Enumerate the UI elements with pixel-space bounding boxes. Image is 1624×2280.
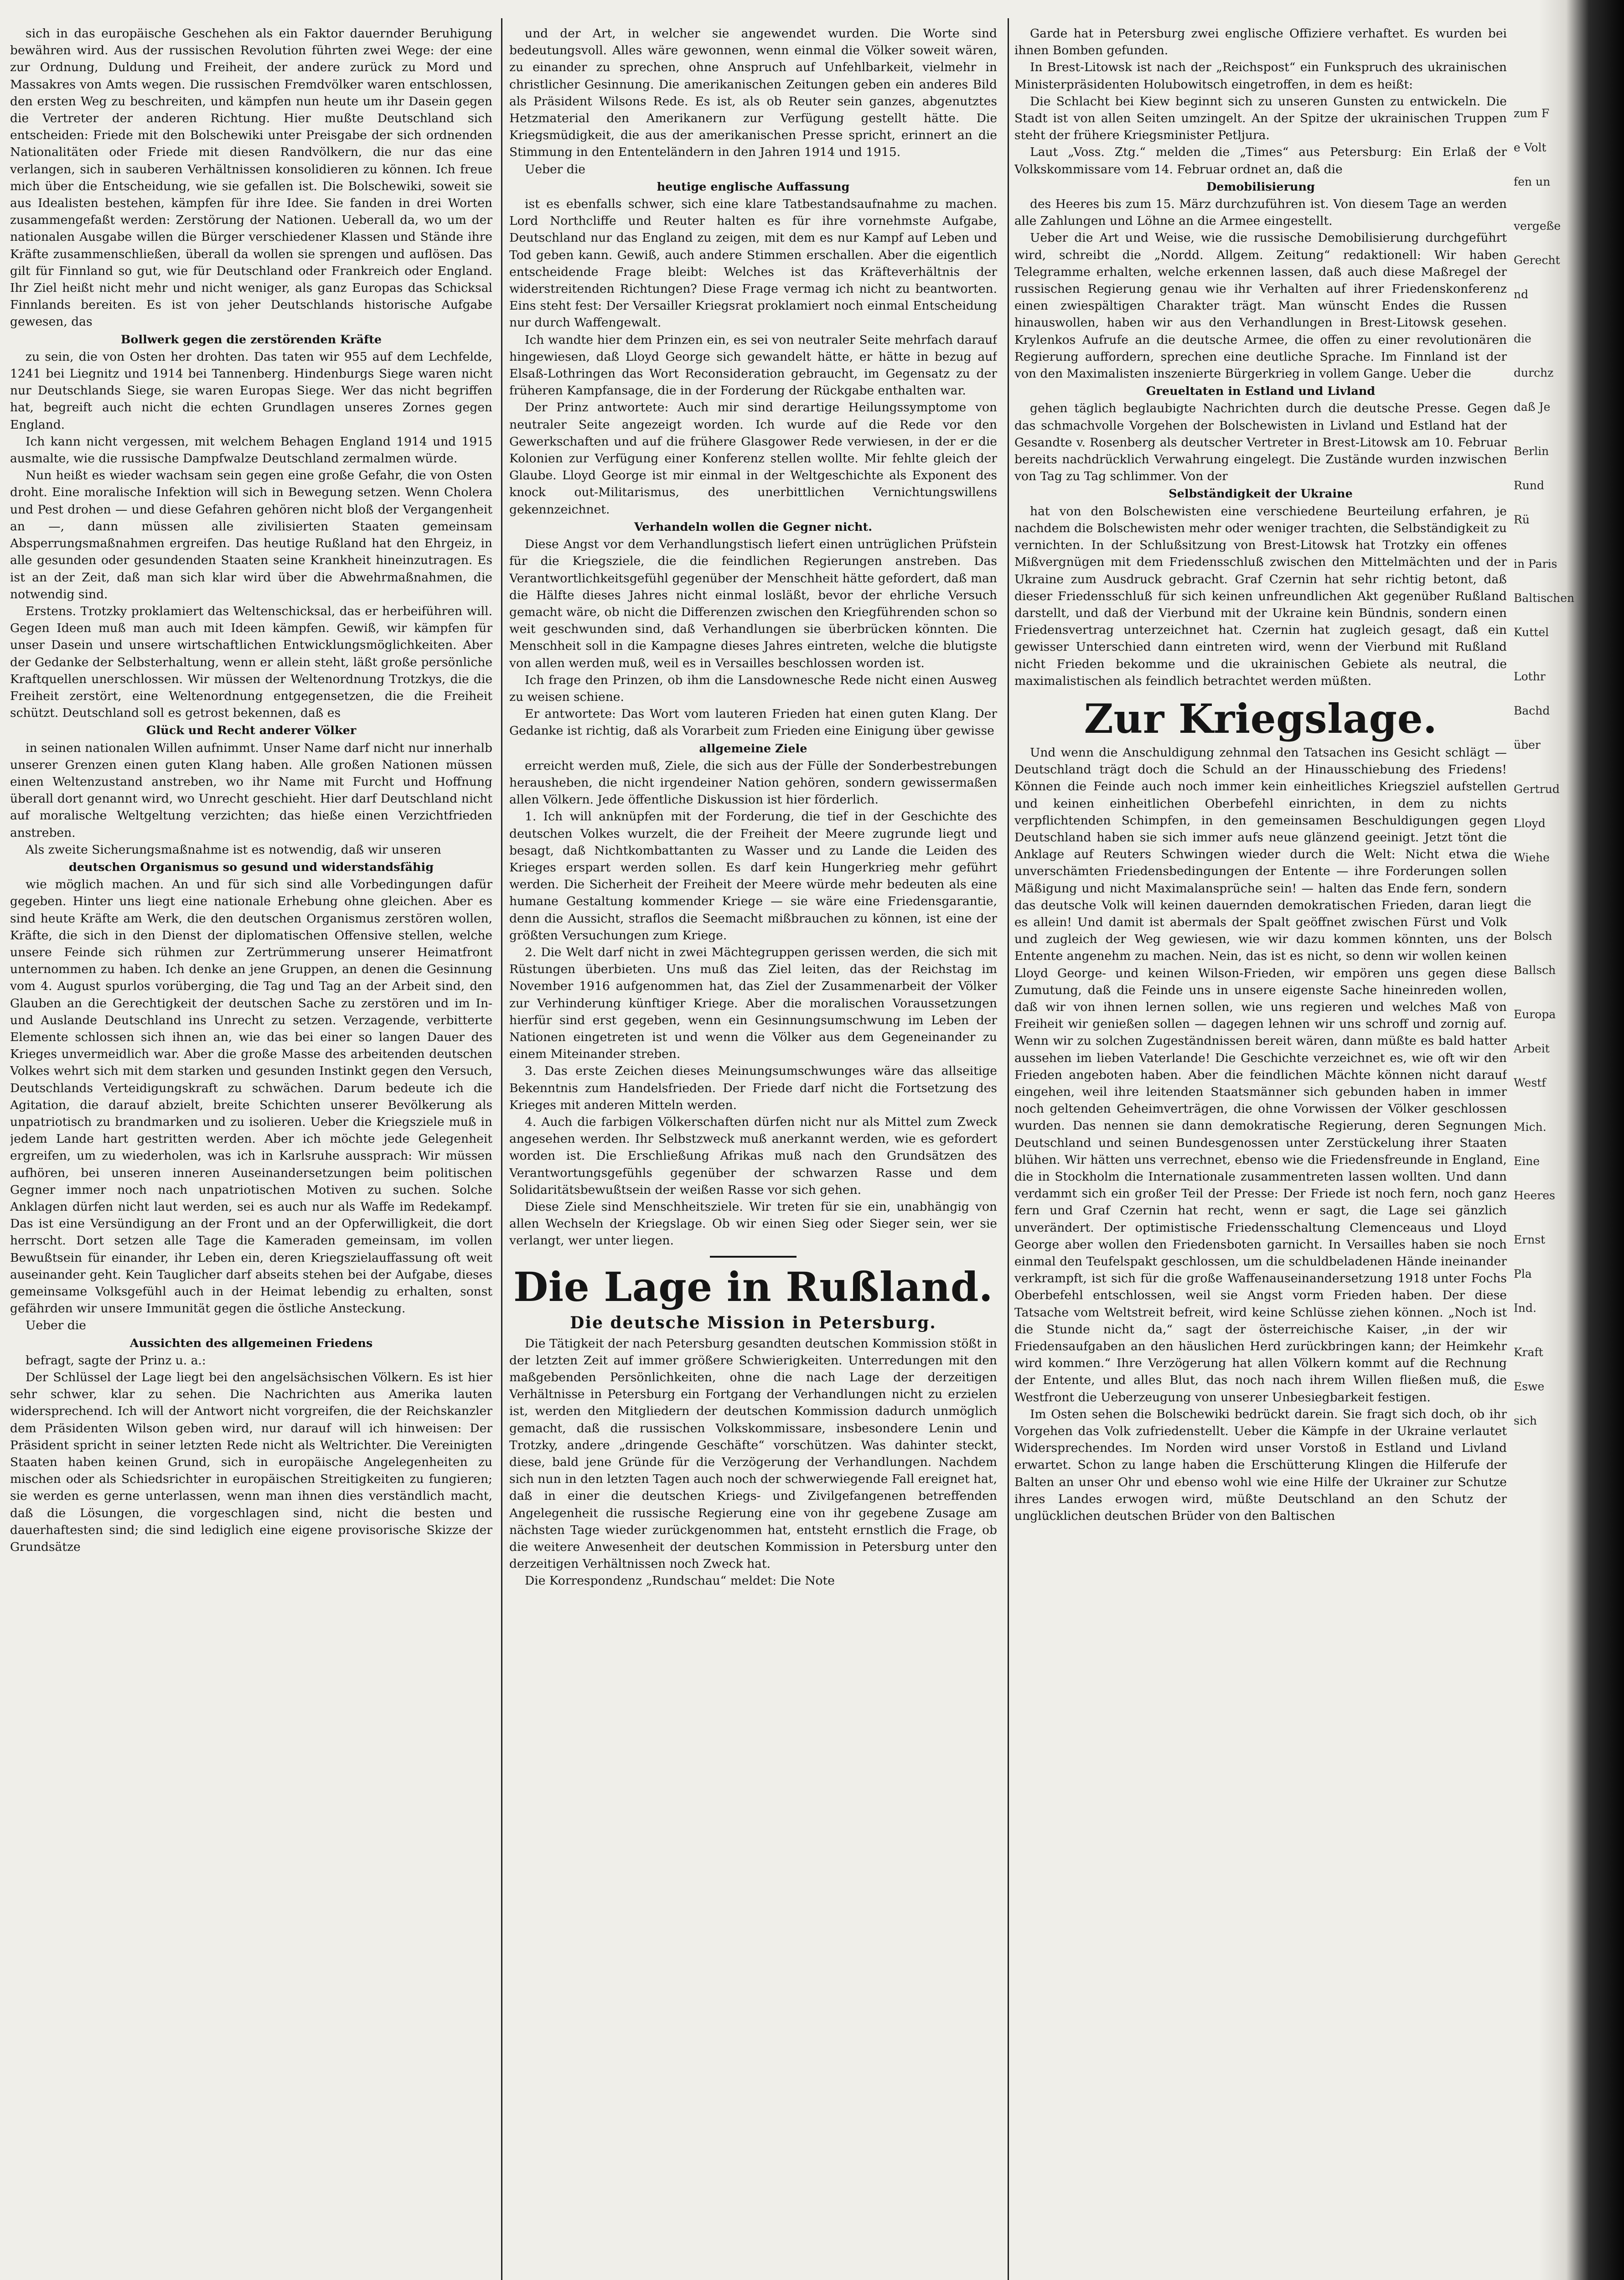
paragraph: und der Art, in welcher sie angewendet wurden. Die Worte sind bedeutungsvoll. Alles wäre gewonnen, wenn einmal die Völker soweit wären, zu einander zu sprechen, ohne Anspruch auf Unfehlbarkeit, vielmehr in christlicher Gesinnung. Die amerikanischen Zeitungen geben ein anderes Bild als Präsident Wilsons Rede. Es ist, als ob Reuter sein ganzes, abgenutztes Hetzmaterial den Amerikanern zur Verfügung gestellt hätte. Die Kriegsmüdigkeit, die aus der amerikanischen Presse spricht, erinnert an die Stimmung in den Ententeländern in den Jahren 1914 und 1915. <box>509 26 997 160</box>
paragraph: Der Prinz antwortete: Auch mir sind derartige Heilungssymptome von neutraler Seite angezeigt worden. Ich wurde auf die Rede vor den Gewerkschaften und auf die frühere Glasgower Rede verwiesen, in der er die Kolonien zur Verfügung einer Konferenz stellen wollte. Mir fehlte gleich der Glaube. Lloyd George ist mir einmal in der Weltgeschichte als Exponent des knock out-Militarismus, des unerbittlichen Vernichtungswillens gekennzeichnet. <box>509 400 997 517</box>
edge-fragment-line: Eswe <box>1514 1380 1545 1393</box>
edge-fragment-line: Ernst <box>1514 1233 1546 1246</box>
paragraph: hat von den Bolschewisten eine verschiedene Beurteilung erfahren, je nachdem die Bolschewisten mehr oder weniger trachten, die Selbständigkeit zu vernichten. In der Schlußsitzung von Brest-Litowsk hat Trotzky ein offenes Mißvergnügen mit dem Friedensschluß zwischen den Mittelmächten und der Ukraine zum Ausdruck gebracht. Graf Czernin hat sehr richtig betont, daß dieser Friedensschluß für sich keinen unfreundlichen Akt gegenüber Rußland darstellt, und daß der Vierbund mit der Ukraine kein Bündnis, sondern einen Friedensvertrag unterzeichnet hat. Czernin hat zugleich gesagt, daß ein gewisser Unterschied dann eintreten wird, wenn der Vierbund mit Rußland nicht Frieden bekomme und die ukrainischen Gebiete als neutral, die maximalistischen als feindlich betrachtet werden müßten. <box>1014 504 1507 688</box>
paragraph: Ueber die Art und Weise, wie die russische Demobilisierung durchgeführt wird, schreibt die „Nordd. Allgem. Zeitung“ redaktionell: Wir haben Telegramme erhalten, welche erkennen lassen, daß auch diese Maßregel der russischen Regierung genau wie ihr Verhalten auf ihrer Friedenskonferenz einen zwiespältigen Charakter trägt. Man wünscht Endes die Russen hinauswollen, haben wir aus den Verhandlungen in Brest-Litowsk gesehen. Krylenkos Aufrufe an die deutsche Armee, die offen zu einer revolutionären Regierung auffordern, sprechen eine deutliche Sprache. Im Finnland ist der von den Maximalisten inszenierte Bürgerkrieg in vollem Gange. Ueber die <box>1014 231 1507 381</box>
paragraph: 4. Auch die farbigen Völkerschaften dürfen nicht nur als Mittel zum Zweck angesehen werden. Ihr Selbstzweck muß anerkannt werden, wie es gefordert worden ist. Die Erschließung Afrikas muß nach den Grundsätzen des Verantwortungsgefühls gegenüber der schwarzen Rasse und dem Solidaritätsbewußtsein der weißen Rasse vor sich gehen. <box>509 1115 997 1197</box>
paragraph: Ich wandte hier dem Prinzen ein, es sei von neutraler Seite mehrfach darauf hingewiesen, daß Lloyd George sich gewandelt hätte, er hätte in bezug auf Elsaß-Lothringen das Wort Reconsideration gebraucht, im Gegensatz zu der früheren Kampfansage, die in der Forderung der Rückgabe enthalten war. <box>509 332 997 398</box>
edge-fragment-line: Kuttel <box>1514 626 1549 639</box>
paragraph: Die Korrespondenz „Rundschau“ meldet: Die Note <box>525 1574 835 1588</box>
edge-fragment-line: fen un <box>1514 175 1551 188</box>
paragraph: Diese Ziele sind Menschheitsziele. Wir treten für sie ein, unabhängig von allen Wechseln der Kriegslage. Ob wir einen Sieg oder Sieger sein, wer sie verlangt, wer unter liegen. <box>509 1200 997 1248</box>
column-rule-2 <box>1008 18 1009 2280</box>
article-headline: Zur Kriegslage. <box>1084 694 1438 742</box>
edge-fragment-line: Baltischen <box>1514 591 1575 605</box>
paragraph: erreicht werden muß, Ziele, die sich aus der Fülle der Sonderbestrebungen herausheben, die nicht irgendeiner Nation gehören, sondern gewissermaßen allen Völkern. Jede öffentliche Diskussion ist hier förderlich. <box>509 758 997 807</box>
edge-fragment-line: Arbeit <box>1514 1042 1550 1055</box>
paragraph: Und wenn die Anschuldigung zehnmal den Tatsachen ins Gesicht schlägt — Deutschland trägt doch die Schuld an der Hinausschiebung des Friedens! Können die Feinde auch noch immer kein einheitliches Kriegsziel aufstellen und keinen einheitlichen Oberbefehl einrichten, in dem zu nichts verpflichtenden Schimpfen, in den gemeinsamen Beschuldigungen gegen Deutschland haben sie sich immer aufs neue glänzend geeinigt. Jetzt tönt die Anklage auf Reuters Schwingen wieder durch die Welt: Nicht etwa die unverschämten Friedensbedingungen der Entente — ihre Forderungen sollen Mäßigung und nicht Maximalansprüche sein! — halten das Ende fern, sondern das deutsche Volk will keinen dauernden demokratischen Frieden, daran liegt es allein! Und damit ist abermals der Spalt geöffnet zwischen Fürst und Volk und zugleich der Weg gewiesen, wie wir dazu kommen könnten, uns der Entente angenehm zu machen. Nein, das ist es nicht, so denn wir wollen keinen Lloyd George- und keinen Wilson-Frieden, wir empören uns gegen diese Zumutung, daß die Feinde uns in unsere eigenste Sache hineinreden wollen, daß wir von ihnen lernen sollen, wie uns regieren und welches Maß von Freiheit wir genießen sollen — dagegen lehnen wir uns schroff und zornig auf. Wenn wir zu solchen Zugeständnissen bereit wären, dann müßte es bald hatter aussehen im lieben Vaterlande! Die Geschichte verzeichnet es, wie oft wir den Frieden angeboten haben. Aber die feindlichen Mächte können nicht darauf eingehen, weil ihre leitenden Staatsmänner sich gebunden haben in immer noch geltenden Geheimverträgen, die ohne Vorwissen der Völker geschlossen wurden. Das nennen sie dann demokratische Regierung, deren Segnungen Deutschland und seinen Bundesgenossen unter Zerstückelung ihrer Staaten blühen. Wir hätten uns verrechnet, ebenso wie die Friedensfreunde in England, die in Stockholm die Internationale zusammentreten lassen wollten. Und dann verdammt sich ein großer Teil der Presse: Der Friede ist noch fern, noch ganz fern und Graf Czernin hat recht, wenn er sagt, die Lage sei gänzlich unverändert. Der optimistische Friedensschaltung Clemenceaus und Lloyd George aber wollen den Friedensboten garnicht. In Versailles haben sie noch einmal den Teufelspakt geschlossen, um die schuldbeladenen Hände ineinander verkrampft, ist sich für die große Waffenauseinandersetzung 1918 unter Fochs Oberbefehl entschlossen, weil sie Angst vorm Frieden haben. Der diese Tatsache vom Weltstreit befreit, wird keine Schlüsse ziehen können. „Noch ist die Stunde nicht da,“ sagt der österreichische Kaiser, „in der wir Friedensaufgaben an den häuslichen Herd zurückbringen kann; der Heimkehr wird kommen.“ Ihre Verzögerung hat allen Völkern kommt auf die Rechnung der Entente, und alles Blut, das noch nach ihrem Willen fließen muß, die Westfront die Ueberzeugung von unserer Unbesiegbarkeit festigen. <box>1014 745 1507 1404</box>
edge-fragment-line: Eine <box>1514 1155 1540 1168</box>
edge-fragment-line: in Paris <box>1514 557 1557 570</box>
edge-fragment-line: Ballsch <box>1514 964 1556 977</box>
paragraph: Der Schlüssel der Lage liegt bei den angelsächsischen Völkern. Es ist hier sehr schwer, klar zu sehen. Die Nachrichten aus Amerika lauten widersprechend. Ich will der Antwort nicht vorgreifen, die der Reichskanzler dem Präsidenten Wilson geben wird, nur darauf will ich hinweisen: Der Präsident spricht in seiner letzten Rede nicht als Weltrichter. Die Vereinigten Staaten haben keinen Grund, sich in europäische Angelegenheiten zu mischen oder als Schiedsrichter in europäischen Streitigkeiten zu fungieren; sie werden es gerne unterlassen, wenn man ihnen dies verständlich macht, daß die Lösungen, die vorgeschlagen sind, nicht die besten und dauerhaftesten sind; die sind lediglich eine eigene provisorische Skizze der Grundsätze <box>10 1370 492 1555</box>
edge-fragment-line: über <box>1514 738 1541 751</box>
edge-fragment-line: Ind. <box>1514 1301 1536 1315</box>
edge-fragment-line: daß Je <box>1514 400 1551 414</box>
edge-fragment-line: Europa <box>1514 1008 1556 1021</box>
paragraph: In Brest-Litowsk ist nach der „Reichspost“ ein Funkspruch des ukrainischen Ministerpräsidenten Holubowitsch eingetroffen, in dem es heißt: <box>1014 60 1507 92</box>
edge-fragment-line: nd <box>1514 288 1529 301</box>
inline-subheading: Verhandeln wollen die Gegner nicht. <box>634 520 873 534</box>
inline-subheading: Greueltaten in Estland und Livland <box>1146 384 1376 399</box>
edge-fragment-line: e Volt <box>1514 141 1546 154</box>
paragraph: Ich kann nicht vergessen, mit welchem Behagen England 1914 und 1915 ausmalte, wie die russische Dampfwalze Deutschland zermalmen würde. <box>10 434 492 466</box>
edge-fragment-line: die <box>1514 332 1531 345</box>
paragraph: Im Osten sehen die Bolschewiki bedrückt darein. Sie fragt sich doch, ob ihr Vorgehen das Volk zufriedenstellt. Ueber die Kämpfe in der Ukraine verlautet Widersprechendes. Im Norden wird unser Vorstoß in Estland und Livland erwartet. Schon zu lange haben die Erschütterung Klingen die Hilferufe der Balten an unser Ohr und ebenso wohl wie eine Hilfe der Ukrainer zur Schutze ihres Landes erwogen wird, müßte Deutschland an den Schutz der unglücklichen deutschen Brüder von den Baltischen <box>1014 1407 1507 1523</box>
paragraph: 1. Ich will anknüpfen mit der Forderung, die tief in der Geschichte des deutschen Volkes wurzelt, die der Freiheit der Meere zugrunde liegt und besagt, daß Nichtkombattanten zu Wasser und zu Lande die Leiden des Krieges erspart werden sollen. Es darf kein Hungerkrieg mehr geführt werden. Die Sicherheit der Freiheit der Meere würde mehr bedeuten als eine humane Gestaltung kommender Kriege — sie wäre eine Friedensgarantie, denn die Aussicht, straflos die Seemacht mißbrauchen zu können, ist eine der größten Versuchungen zum Kriege. <box>509 809 997 943</box>
edge-fragment-line: Wiehe <box>1514 851 1550 864</box>
paragraph: Ich frage den Prinzen, ob ihm die Lansdownesche Rede nicht einen Ausweg zu weisen schiene. <box>509 673 997 704</box>
edge-fragment-line: Bolsch <box>1514 929 1552 943</box>
edge-fragment-line: Bachd <box>1514 704 1550 717</box>
paragraph: ist es ebenfalls schwer, sich eine klare Tatbestandsaufnahme zu machen. Lord Northcliffe und Reuter halten es für ihre vornehmste Aufgabe, Deutschland nur das England zu zeigen, mit dem es nur Kampf auf Leben und Tod geben kann. Gewiß, auch andere Stimmen erschallen. Aber die eigentlich entscheidende Frage bleibt: Welches ist das Kräfteverhältnis der widerstreitenden Richtungen? Diese Frage vermag ich nicht zu beantworten. Eins steht fest: Der Versailler Kriegsrat proklamiert noch einmal Entscheidung nur durch Waffengewalt. <box>509 197 997 330</box>
inline-subheading: Glück und Recht anderer Völker <box>146 724 357 738</box>
cut-off-adjacent-page-column <box>1514 78 1587 2280</box>
paragraph: Er antwortete: Das Wort vom lauteren Frieden hat einen guten Klang. Der Gedanke ist richtig, daß als Vorarbeit zum Frieden eine Einigung über gewisse <box>509 707 997 738</box>
inline-subheading: heutige englische Auffassung <box>657 180 850 194</box>
paragraph: 2. Die Welt darf nicht in zwei Mächtegruppen gerissen werden, die sich mit Rüstungen überbieten. Uns muß das Ziel leiten, das der Reichstag im November 1916 aufgenommen hat, das Ziel der Zusammenarbeit der Völker zur Verhinderung künftiger Kriege. Aber die moralischen Voraussetzungen hierfür sind erst gegeben, wenn ein Gesinnungsumschwung im Leben der Nationen eingetreten ist und wenn die Völker aus dem Gegeneinander zu einem Miteinander streben. <box>509 945 997 1062</box>
paragraph: Diese Angst vor dem Verhandlungstisch liefert einen untrüglichen Prüfstein für die Kriegsziele, die die feindlichen Regierungen anstreben. Das Verantwortlichkeitsgefühl gegenüber der Menschheit hätte gefordert, daß man die Hälfte dieses Jahres nicht einmal losläßt, bevor der ehrliche Versuch gemacht wäre, ob nicht die Differenzen zwischen den Kriegführenden schon so weit geschwunden sind, daß Verhandlungen sie überbrücken könnten. Die Menschheit soll in die Kampagne dieses Jahres eintreten, welche die blutigste von allen werden muß, weil es in Versailles beschlossen worden ist. <box>509 537 997 670</box>
paragraph: zu sein, die von Osten her drohten. Das taten wir 955 auf dem Lechfelde, 1241 bei Liegnitz und 1914 bei Tannenberg. Hindenburgs Siege waren nicht nur Deutschlands Siege, sie waren Europas Siege. Wer das nicht begriffen hat, begreift auch nicht die echten Grundlagen unseres Zornes gegen England. <box>10 349 492 432</box>
edge-fragment-line: Westf <box>1514 1076 1546 1089</box>
edge-fragment-line: Gerecht <box>1514 254 1560 267</box>
paragraph: Ueber die <box>26 1318 86 1333</box>
text-column-left <box>10 25 492 2280</box>
edge-fragment-line: vergeße <box>1514 219 1561 233</box>
paragraph: wie möglich machen. An und für sich sind alle Vorbedingungen dafür gegeben. Hinter uns liegt eine nationale Erhebung ohne gleichen. Aber es sind heute Kräfte am Werk, die den deutschen Organismus zerstören wollen, Kräfte, die sich in den Dienst der diplomatischen Offensive stellen, welche unsere Feinde sich rühmen zur Zertrümmerung unserer Heimatfront unternommen zu haben. Ich denke an jene Gruppen, an denen die Gesinnung vom 4. August spurlos vorüberging, die Tag und Tag an der Arbeit sind, den Glauben an die Gerechtigkeit der deutschen Sache zu zerstören und im In- und Auslande Deutschland ins Unrecht zu setzen. Verzagende, verbitterte Elemente schlossen sich ihnen an, wie das bei einer so langen Dauer des Krieges unvermeidlich war. Aber die große Masse des arbeitenden deutschen Volkes wehrt sich mit dem starken und gesunden Instinkt gegen den Versuch, Deutschlands Verteidigungskraft zu schwächen. Darum bedeute ich die Agitation, die darauf abzielt, breite Schichten unserer Bevölkerung als unpatriotisch zu brandmarken und zu isolieren. Ueber die Kriegsziele muß in jedem Lande hart gestritten werden. Aber ich möchte jede Gelegenheit ergreifen, um zu wiederholen, was ich in Karlsruhe aussprach: Wir müssen aufhören, bei unseren inneren Auseinandersetzungen beim politischen Gegner immer noch nach unpatriotischen Motiven zu suchen. Solche Anklagen dürfen nicht laut werden, sei es auch nur als Waffe im Redekampf. Das ist eine Versündigung an der Front und an der Opferwilligkeit, die dort herrscht. Dort setzen alle Tage die Kameraden gemeinsam, im vollen Bewußtsein für einander, ihr Leben ein, deren Kriegszielauffassung oft weit auseinander geht. Kein Tauglicher darf abseits stehen bei der Aufgabe, dieses gemeinsame Volksgefühl auch in der Heimat lebendig zu erhalten, sonst gefährden wir unsere Immunität gegen die östliche Ansteckung. <box>10 877 492 1316</box>
edge-fragment-line: Gertrud <box>1514 782 1560 796</box>
paragraph: Die Schlacht bei Kiew beginnt sich zu unseren Gunsten zu entwickeln. Die Stadt ist von allen Seiten umzingelt. An der Spitze der ukrainischen Truppen steht der frühere Kriegsminister Petljura. <box>1014 94 1507 143</box>
text-column-right <box>1014 25 1507 2280</box>
article-headline: Die Lage in Rußland. <box>513 1263 993 1311</box>
paragraph: befragt, sagte der Prinz u. a.: <box>26 1353 206 1368</box>
column-rule-1 <box>501 18 502 2280</box>
edge-fragment-line: zum F <box>1514 107 1550 120</box>
paragraph: in seinen nationalen Willen aufnimmt. Unser Name darf nicht nur innerhalb unserer Grenzen einen guten Klang haben. Alle großen Nationen müssen einen Weltenzustand anstreben, wo ihr Name mit Furcht und Hoffnung überall dort genannt wird, wo Unrecht geschieht. Hier darf Deutschland nicht auf moralische Weltgeltung verzichten; das hieße einen Verzichtfrieden anstreben. <box>10 741 492 840</box>
edge-fragment-line: Lothr <box>1514 670 1546 683</box>
edge-fragment-line: durchz <box>1514 366 1554 379</box>
paragraph: Garde hat in Petersburg zwei englische Offiziere verhaftet. Es wurden bei ihnen Bomben gefunden. <box>1014 26 1507 58</box>
article-subheadline: Die deutsche Mission in Petersburg. <box>570 1313 936 1332</box>
paragraph: des Heeres bis zum 15. März durchzuführen ist. Von diesem Tage an werden alle Zahlungen und Löhne an die Armee eingestellt. <box>1014 197 1507 228</box>
paragraph: Ueber die <box>525 162 585 176</box>
paragraph: Als zweite Sicherungsmaßnahme ist es notwendig, daß wir unseren <box>26 842 441 857</box>
inline-subheading: Aussichten des allgemeinen Friedens <box>129 1336 373 1350</box>
paragraph: Erstens. Trotzky proklamiert das Weltenschicksal, das er herbeiführen will. Gegen Ideen muß man auch mit Ideen kämpfen. Gewiß, wir kämpfen für unser Dasein und unsere wirtschaftlichen Entwicklungsmöglichkeiten. Aber der Gedanke der Selbsterhaltung, wenn er allein steht, läßt große persönliche Kraftquellen unerschlossen. Wir müssen der Weltenordnung Trotzkys, die die Freiheit zerstört, eine Weltenordnung entgegensetzen, die die Freiheit schützt. Deutschland soll es getrost bekennen, daß es <box>10 604 492 720</box>
edge-fragment-line: die <box>1514 895 1531 908</box>
edge-fragment-line: Kraft <box>1514 1346 1543 1359</box>
edge-fragment-line: Rü <box>1514 513 1530 526</box>
inline-subheading: deutschen Organismus so gesund und widerstandsfähig <box>68 860 434 874</box>
inline-subheading: Selbständigkeit der Ukraine <box>1169 487 1353 501</box>
section-divider <box>710 1256 796 1258</box>
paragraph: sich in das europäische Geschehen als ein Faktor dauernder Beruhigung bewähren wird. Aus der russischen Revolution führten zwei Wege: der eine zur Ordnung, Duldung und Freiheit, der andere zurück zu Mord und Massakres von Amts wegen. Die russischen Fremdvölker waren entschlossen, den ersten Weg zu beschreiten, und kämpfen nun heute um ihr Dasein gegen die Vertreter der anderen Richtung. Hier mußte Deutschland sich entscheiden: Friede mit den Bolschewiki unter Preisgabe der sich ordnenden Nationalitäten oder Friede mit diesen Randvölkern, die nur das eine verlangen, sich in sauberen Verhältnissen konsolidieren zu können. Ich freue mich über die Entscheidung, wie sie gefallen ist. Die Bolschewiki, soweit sie aus Idealisten bestehen, kämpfen für ihre Idee. Sie fanden in drei Worten zusammengefaßt werden: Zerstörung der Nationen. Ueberall da, wo um der nationalen Ausgabe willen die Bürger verschiedener Klassen und Stände ihre Kräfte zusammenschließen, überall da wollen sie sprengen und auflösen. Das gilt für Finnland so gut, wie für Deutschland oder Frankreich oder England. Ihr Ziel heißt nicht mehr und nicht weniger, als ganz Europas das Schicksal Finnlands bereiten. Es ist von jeher Deutschlands historische Aufgabe gewesen, das <box>10 26 492 329</box>
inline-subheading: allgemeine Ziele <box>699 741 807 756</box>
inline-subheading: Demobilisierung <box>1206 180 1315 194</box>
edge-fragment-line: sich <box>1514 1414 1537 1427</box>
edge-fragment-line: Mich. <box>1514 1120 1546 1134</box>
paragraph: Laut „Voss. Ztg.“ melden die „Times“ aus Petersburg: Ein Erlaß der Volkskommissare vom 14. Februar ordnet an, daß die <box>1014 145 1507 176</box>
edge-fragment-line: Lloyd <box>1514 817 1546 830</box>
paragraph: gehen täglich beglaubigte Nachrichten durch die deutsche Presse. Gegen das schmachvolle Vorgehen der Bolschewisten in Livland und Estland hat der Gesandte v. Rosenberg als deutscher Vertreter in Brest-Litowsk am 10. Februar bereits nachdrücklich Verwahrung eingelegt. Die Zustände wurden inzwischen von Tag zu Tag schlimmer. Von der <box>1014 401 1507 484</box>
edge-fragment-line: Pla <box>1514 1267 1532 1280</box>
text-column-middle <box>509 25 997 2280</box>
edge-fragment-line: Rund <box>1514 479 1545 492</box>
paragraph: Nun heißt es wieder wachsam sein gegen eine große Gefahr, die von Osten droht. Eine moralische Infektion will sich in Bewegung setzen. Wenn Cholera und Pest drohen — und diese Gefahren gehören nicht bloß der Vergangenheit an —, dann müssen alle zivilisierten Staaten gemeinsam Absperrungsmaßnahmen ergreifen. Das heutige Rußland hat den Ehrgeiz, in alle gesunden oder gesundenden Staaten seine Krankheit hineinzutragen. Es ist an der Zeit, daß man sich klar wird über die Abwehrmaßnahmen, die notwendig sind. <box>10 468 492 601</box>
paragraph: 3. Das erste Zeichen dieses Meinungsumschwunges wäre das allseitige Bekenntnis zum Handelsfrieden. Der Friede darf nicht die Fortsetzung des Krieges mit anderen Mitteln werden. <box>509 1064 997 1112</box>
inline-subheading: Bollwerk gegen die zerstörenden Kräfte <box>120 332 382 347</box>
paragraph: Die Tätigkeit der nach Petersburg gesandten deutschen Kommission stößt in der letzten Zeit auf immer größere Schwierigkeiten. Unterredungen mit den maßgebenden Persönlichkeiten, ohne die nach Lage der derzeitigen Verhältnisse in Petersburg ein Fortgang der Verhandlungen nicht zu erzielen ist, werden den Mitgliedern der deutschen Kommission dadurch unmöglich gemacht, daß die russischen Volkskommissare, insbesondere Lenin und Trotzky, andere „dringende Geschäfte“ vorschützen. Was dahinter steckt, diese, bald jene Gründe für die Verzögerung der Verhandlungen. Nachdem sich nun in den letzten Tagen auch noch der schwerwiegende Fall ereignet hat, daß in einer die deutschen Kriegs- und Zivilgefangenen betreffenden Angelegenheit die russische Regierung eine von ihr gegebene Zusage am nächsten Tage wieder zurückgenommen hat, entsteht ernstlich die Frage, ob die weitere Anwesenheit der deutschen Kommission in Petersburg unter den derzeitigen Verhältnissen noch Zweck hat. <box>509 1336 997 1571</box>
edge-fragment-line: Berlin <box>1514 445 1549 458</box>
edge-fragment-line: Heeres <box>1514 1189 1555 1202</box>
